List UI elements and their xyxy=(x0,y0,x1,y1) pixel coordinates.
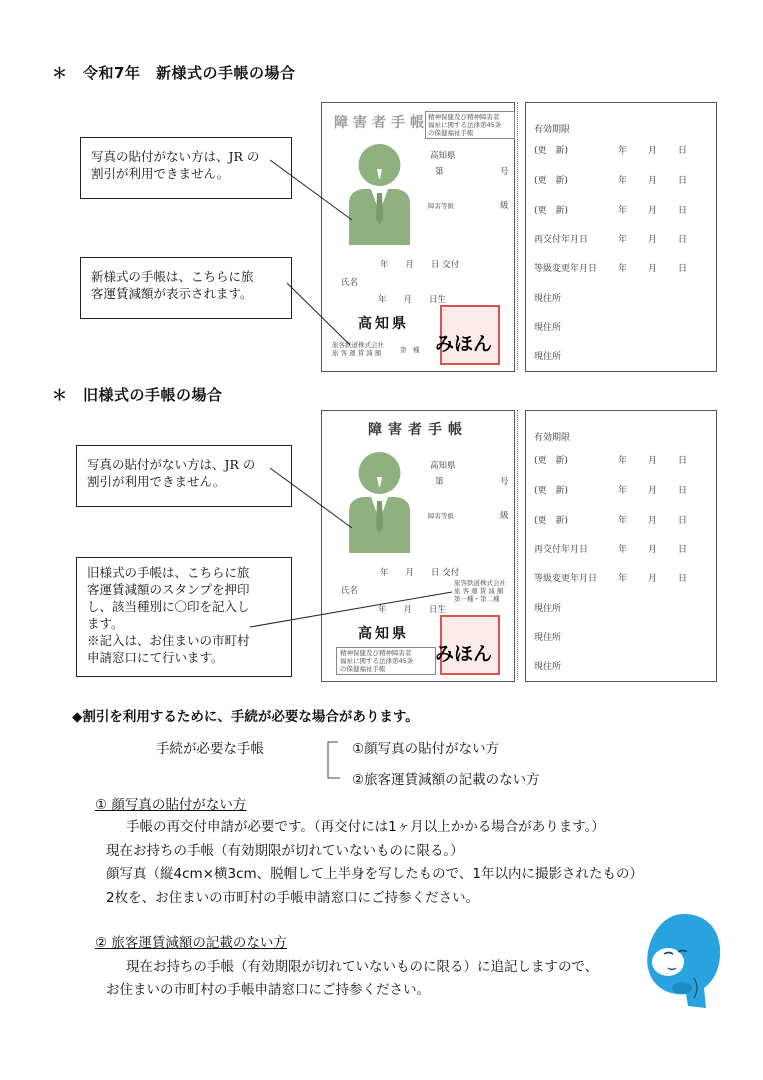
address-label: 現住所 xyxy=(534,294,562,304)
mascot-illustration xyxy=(642,910,726,1014)
month-label: 月 xyxy=(648,206,658,216)
bracket-lines xyxy=(326,740,346,782)
day-label: 日 xyxy=(678,206,688,216)
month-label: 月 xyxy=(648,545,658,555)
day-label: 日 xyxy=(678,176,688,186)
connector-lines-old xyxy=(0,420,763,680)
section-old-heading: ＊ 旧様式の手帳の場合 xyxy=(52,386,223,404)
month-label: 月 xyxy=(648,146,658,156)
discount-line: 旅 客 運 賃 減 額 xyxy=(332,349,382,357)
item1-title: ① 顔写真の貼付がない方 xyxy=(95,797,247,813)
address-label: 現住所 xyxy=(534,633,562,643)
law-label-line: 精神保健及び精神障害者 xyxy=(428,113,500,121)
address-label: 現住所 xyxy=(534,662,562,672)
renew-label: (更 新) xyxy=(534,146,569,156)
discount-line: 旅客鉄道株式会社 xyxy=(332,341,384,349)
name-label: 氏名 xyxy=(341,586,359,596)
grade-label: 障害等級 xyxy=(428,512,454,520)
note-line: 旧様式の手帳は、こちらに旅 xyxy=(87,565,250,580)
note-line: ます。 xyxy=(87,616,124,631)
month-label: 月 xyxy=(648,456,658,466)
card-title: 障害者手帳 xyxy=(368,422,468,438)
year-label: 年 xyxy=(618,206,628,216)
sample-watermark: みほん xyxy=(435,643,493,665)
day-label: 日 xyxy=(678,516,688,526)
number-suffix: 号 xyxy=(500,167,509,177)
discount-class: 第 種 xyxy=(400,346,420,354)
number-suffix: 号 xyxy=(500,477,509,487)
rail-stamp-line: 旅客鉄道株式会社 xyxy=(454,579,506,587)
option-no-discount: ②旅客運賃減額の記載のない方 xyxy=(352,772,540,788)
renew-label: (更 新) xyxy=(534,206,569,216)
item1-line: 顔写真（縦4cm×横3cm、脱帽して上半身を写したもので、1年以内に撮影されたもの） xyxy=(106,866,643,882)
renew-label: (更 新) xyxy=(534,176,569,186)
grade-suffix: 級 xyxy=(500,201,509,211)
month-label: 月 xyxy=(648,516,658,526)
renew-label: (更 新) xyxy=(534,486,569,496)
option-no-photo: ①顔写真の貼付がない方 xyxy=(352,741,500,757)
day-label: 日 xyxy=(678,264,688,274)
rail-stamp-line: 旅 客 運 賃 減 額 xyxy=(454,587,504,595)
rail-stamp-line: 第一種・第二種 xyxy=(454,595,500,603)
law-label-line: の保健福祉手帳 xyxy=(340,665,386,673)
procedure-heading: ◆割引を利用するために、手続が必要な場合があります。 xyxy=(72,709,419,725)
grade-change-label: 等級変更年月日 xyxy=(534,574,598,584)
note-line: 客運賃減額が表示されます。 xyxy=(91,286,253,301)
birth-date: 年 月 日生 xyxy=(378,295,447,305)
item1-line: 現在お持ちの手帳（有効期限が切れていないものに限る。） xyxy=(106,843,464,859)
note-line: 新様式の手帳は、こちらに旅 xyxy=(91,269,254,284)
month-label: 月 xyxy=(648,235,658,245)
prefecture-label: 高知県 xyxy=(430,461,456,471)
address-label: 現住所 xyxy=(534,604,562,614)
day-label: 日 xyxy=(678,574,688,584)
reissue-label: 再交付年月日 xyxy=(534,545,589,555)
note-line: 割引が利用できません。 xyxy=(91,166,230,181)
issuer-name: 高知県 xyxy=(358,626,409,642)
name-label: 氏名 xyxy=(341,278,359,288)
number-prefix: 第 xyxy=(435,167,444,177)
year-label: 年 xyxy=(618,574,628,584)
year-label: 年 xyxy=(618,176,628,186)
issuer-name: 高知県 xyxy=(358,316,409,332)
note-line: ※記入は、お住まいの市町村 xyxy=(87,633,250,648)
connector-lines-new xyxy=(0,0,763,420)
issued-date: 年 月 日 交付 xyxy=(380,568,460,578)
note-line: し、該当種別に〇印を記入し xyxy=(87,599,250,614)
renew-label: (更 新) xyxy=(534,456,569,466)
year-label: 年 xyxy=(618,456,628,466)
month-label: 月 xyxy=(648,486,658,496)
card-title: 障害者手帳 xyxy=(334,115,429,131)
validity-label: 有効期限 xyxy=(534,125,571,135)
validity-label: 有効期限 xyxy=(534,433,571,443)
note-line: 割引が利用できません。 xyxy=(87,474,226,489)
note-line: 申請窓口にて行います。 xyxy=(87,650,224,665)
issued-date: 年 月 日 交付 xyxy=(380,260,460,270)
sample-watermark: みほん xyxy=(435,333,493,355)
year-label: 年 xyxy=(618,146,628,156)
month-label: 月 xyxy=(648,264,658,274)
month-label: 月 xyxy=(648,176,658,186)
law-label-line: 福祉に関する法律第45条 xyxy=(340,657,414,665)
renew-label: (更 新) xyxy=(534,516,569,526)
number-prefix: 第 xyxy=(435,477,444,487)
address-label: 現住所 xyxy=(534,323,562,333)
note-line: 写真の貼付がない方は、JR の xyxy=(91,149,260,164)
prefecture-label: 高知県 xyxy=(430,151,456,161)
grade-label: 障害等級 xyxy=(428,202,454,210)
year-label: 年 xyxy=(618,264,628,274)
item1-line: 2枚を、お住まいの市町村の手帳申請窓口にご持参ください。 xyxy=(106,890,480,906)
reissue-label: 再交付年月日 xyxy=(534,235,589,245)
year-label: 年 xyxy=(618,486,628,496)
note-line: 客運賃減額のスタンプを押印 xyxy=(87,582,250,597)
section-new-heading: ＊ 令和7年 新様式の手帳の場合 xyxy=(52,64,296,82)
law-label-line: 精神保健及び精神障害者 xyxy=(340,649,412,657)
year-label: 年 xyxy=(618,545,628,555)
grade-change-label: 等級変更年月日 xyxy=(534,264,598,274)
birth-date: 年 月 日生 xyxy=(378,605,447,615)
note-line: 写真の貼付がない方は、JR の xyxy=(87,457,256,472)
law-label-line: 福祉に関する法律第45条 xyxy=(428,121,502,129)
day-label: 日 xyxy=(678,456,688,466)
item2-title: ② 旅客運賃減額の記載のない方 xyxy=(95,935,287,951)
day-label: 日 xyxy=(678,235,688,245)
year-label: 年 xyxy=(618,516,628,526)
item1-line: 手帳の再交付申請が必要です。（再交付には1ヶ月以上かかる場合があります。） xyxy=(126,819,605,835)
day-label: 日 xyxy=(678,486,688,496)
day-label: 日 xyxy=(678,545,688,555)
month-label: 月 xyxy=(648,574,658,584)
law-label-line: の保健福祉手帳 xyxy=(428,129,474,137)
item2-line: お住まいの市町村の手帳申請窓口にご持参ください。 xyxy=(106,982,430,998)
day-label: 日 xyxy=(678,146,688,156)
grade-suffix: 級 xyxy=(500,511,509,521)
procedure-label: 手続が必要な手帳 xyxy=(156,741,264,757)
address-label: 現住所 xyxy=(534,352,562,362)
year-label: 年 xyxy=(618,235,628,245)
item2-line: 現在お持ちの手帳（有効期限が切れていないものに限る）に追記しますので、 xyxy=(126,959,599,975)
